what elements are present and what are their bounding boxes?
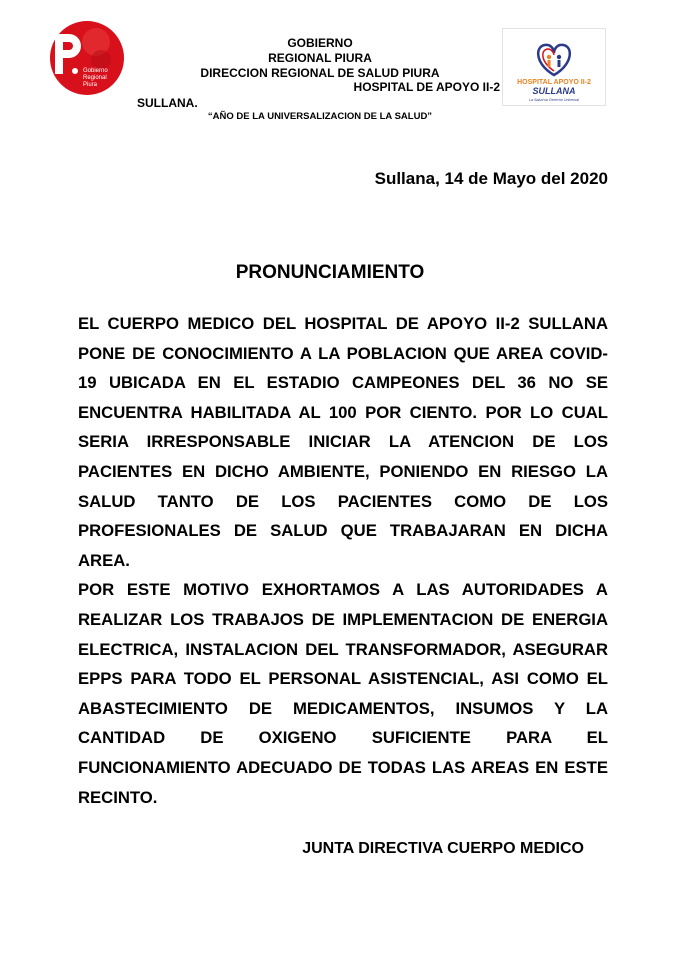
body-line: POR ESTE MOTIVO EXHORTAMOS A LAS AUTORIDADES A bbox=[78, 580, 608, 600]
header-line-hospital: HOSPITAL DE APOYO II-2 bbox=[353, 80, 500, 94]
body-line: ENCUENTRA HABILITADA AL 100 POR CIENTO. POR LO CUAL bbox=[78, 402, 608, 422]
body-line: ELECTRICA, INSTALACION DEL TRANSFORMADOR, ASEGURAR bbox=[78, 639, 608, 659]
document-date: Sullana, 14 de Mayo del 2020 bbox=[374, 169, 608, 188]
gobierno-regional-piura-logo bbox=[49, 20, 125, 96]
body-line: EPPS PARA TODO EL PERSONAL ASISTENCIAL, ASI COMO EL bbox=[78, 669, 608, 689]
signature-line: JUNTA DIRECTIVA CUERPO MEDICO bbox=[302, 840, 584, 857]
body-line: FUNCIONAMIENTO ADECUADO DE TODAS LAS AREAS EN ESTE bbox=[78, 757, 608, 777]
body-line: AREA. bbox=[78, 550, 130, 570]
header-line-direccion-regional: DIRECCION REGIONAL DE SALUD PIURA bbox=[200, 66, 440, 80]
header-line-year-motto: “AÑO DE LA UNIVERSALIZACION DE LA SALUD” bbox=[207, 111, 433, 122]
right-logo-hospital-text: HOSPITAL APOYO II-2 bbox=[517, 79, 591, 86]
body-line: EL CUERPO MEDICO DEL HOSPITAL DE APOYO II-2 SULLANA bbox=[78, 314, 608, 333]
right-logo-tagline-text: La Salud un Derecho Universal bbox=[529, 98, 579, 102]
body-line: SALUD TANTO DE LOS PACIENTES COMO DE LOS bbox=[78, 491, 608, 511]
body-line: PONE DE CONOCIMIENTO A LA POBLACION QUE AREA COVID- bbox=[78, 343, 608, 363]
left-logo-text-line: Piura bbox=[83, 82, 98, 88]
body-line: REALIZAR LOS TRABAJOS DE IMPLEMENTACION DE ENERGIA bbox=[78, 609, 608, 629]
body-line: CANTIDAD DE OXIGENO SUFICIENTE PARA EL bbox=[78, 728, 608, 748]
body-line: SERIA IRRESPONSABLE INICIAR LA ATENCION DE LOS bbox=[78, 432, 608, 452]
hospital-apoyo-logo bbox=[502, 28, 606, 106]
body-line: RECINTO. bbox=[78, 787, 158, 807]
document-body bbox=[78, 309, 608, 812]
header-line-sullana: SULLANA. bbox=[137, 96, 198, 110]
body-line: 19 UBICADA EN EL ESTADIO CAMPEONES DEL 36 NO SE bbox=[78, 373, 608, 393]
left-logo-text-line: Regional bbox=[83, 75, 107, 81]
body-line: PROFESIONALES DE SALUD QUE TRABAJARAN EN DICHA bbox=[78, 521, 608, 541]
header-line-regional-piura: REGIONAL PIURA bbox=[268, 51, 372, 65]
right-logo-sullana-text: SULLANA bbox=[532, 86, 576, 96]
header-line-gobierno: GOBIERNO bbox=[287, 36, 353, 50]
document-title: PRONUNCIAMIENTO bbox=[235, 262, 425, 283]
body-line: PACIENTES EN DICHO AMBIENTE, PONIENDO EN RIESGO LA bbox=[78, 461, 608, 481]
body-line: ABASTECIMIENTO DE MEDICAMENTOS, INSUMOS Y LA bbox=[78, 698, 608, 718]
left-logo-text-line: Gobierno bbox=[83, 68, 108, 74]
